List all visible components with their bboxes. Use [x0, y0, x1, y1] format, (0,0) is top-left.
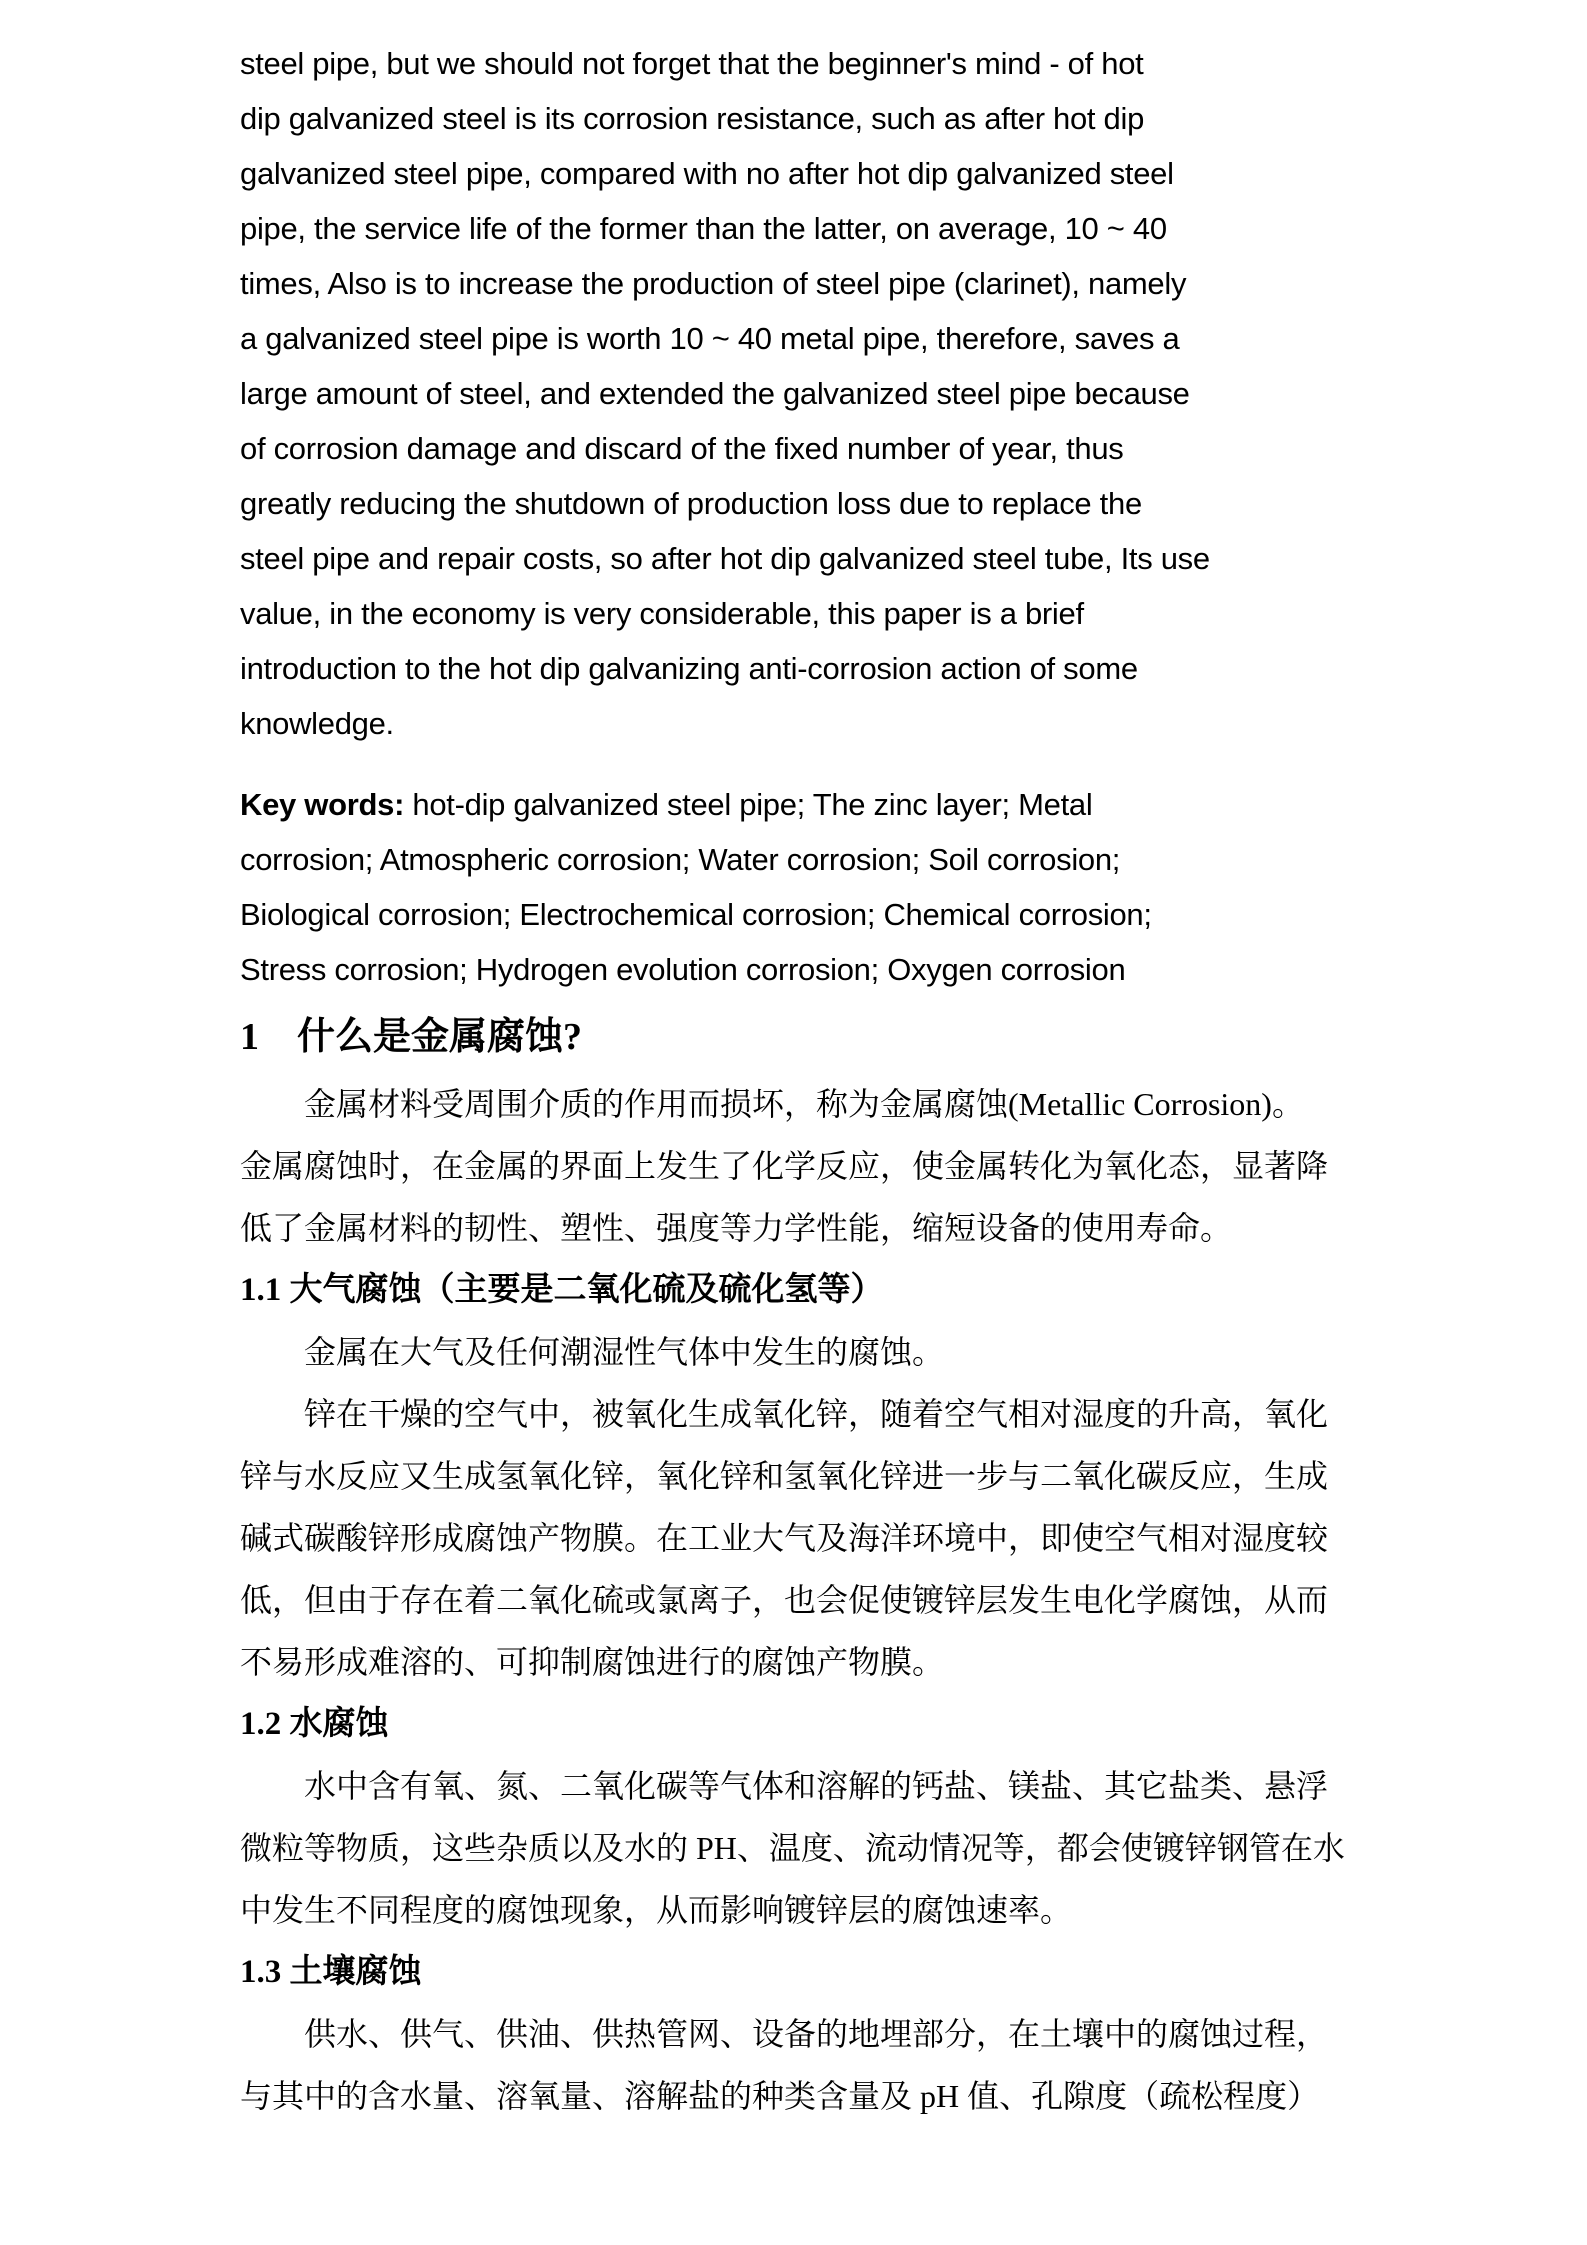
text-line: 金属材料受周围介质的作用而损坏，称为金属腐蚀(Metallic Corrosion)。	[240, 1086, 1304, 1122]
text-line: large amount of steel, and extended the galvanized steel pipe because	[240, 376, 1190, 411]
section-heading: 1.2 水腐蚀	[240, 1706, 389, 1742]
chinese-paragraph	[240, 1383, 1337, 1693]
text-line: Biological corrosion; Electrochemical corrosion; Chemical corrosion;	[240, 897, 1152, 932]
text-line: 中发生不同程度的腐蚀现象，从而影响镀锌层的腐蚀速率。	[240, 1892, 1073, 1928]
section-heading: 1 什么是金属腐蚀?	[240, 1016, 583, 1058]
text-line: 金属在大气及任何潮湿性气体中发生的腐蚀。	[240, 1334, 945, 1370]
keywords-first-line-text: hot-dip galvanized steel pipe; The zinc layer; Metal	[404, 787, 1093, 822]
text-line: 与其中的含水量、溶氧量、溶解盐的种类含量及 pH 值、孔隙度（疏松程度）	[240, 2078, 1320, 2114]
text-line: 微粒等物质，这些杂质以及水的 PH、温度、流动情况等，都会使镀锌钢管在水	[240, 1830, 1345, 1866]
text-line: times, Also is to increase the production of steel pipe (clarinet), namely	[240, 266, 1187, 301]
text-line: Stress corrosion; Hydrogen evolution corrosion; Oxygen corrosion	[240, 952, 1126, 987]
text-line: 低了金属材料的韧性、塑性、强度等力学性能，缩短设备的使用寿命。	[240, 1210, 1233, 1246]
text-line: a galvanized steel pipe is worth 10 ~ 40 metal pipe, therefore, saves a	[240, 321, 1180, 356]
chinese-paragraph	[240, 1073, 1337, 1259]
text-line: 不易形成难溶的、可抑制腐蚀进行的腐蚀产物膜。	[240, 1644, 945, 1680]
text-line: knowledge.	[240, 706, 394, 741]
english-paragraph	[240, 36, 1337, 751]
chinese-paragraph	[240, 1321, 1337, 1383]
text-line: 低，但由于存在着二氧化硫或氯离子，也会促使镀锌层发生电化学腐蚀，从而	[240, 1582, 1329, 1618]
section-heading: 1.3 土壤腐蚀	[240, 1954, 422, 1990]
text-line: 锌在干燥的空气中，被氧化生成氧化锌，随着空气相对湿度的升高，氧化	[240, 1396, 1329, 1432]
text-line: 水中含有氧、氮、二氧化碳等气体和溶解的钙盐、镁盐、其它盐类、悬浮	[240, 1768, 1329, 1804]
text-line: steel pipe and repair costs, so after hot dip galvanized steel tube, Its use	[240, 541, 1210, 576]
text-line: dip galvanized steel is its corrosion resistance, such as after hot dip	[240, 101, 1145, 136]
chinese-paragraph	[240, 1755, 1345, 1941]
text-line: 金属腐蚀时，在金属的界面上发生了化学反应，使金属转化为氧化态，显著降	[240, 1148, 1329, 1184]
document-body	[240, 36, 1345, 2127]
text-line	[240, 777, 1337, 832]
text-line: steel pipe, but we should not forget that the beginner's mind - of hot	[240, 46, 1144, 81]
text-line: of corrosion damage and discard of the fixed number of year, thus	[240, 431, 1124, 466]
chinese-paragraph	[240, 2003, 1337, 2127]
text-line: value, in the economy is very considerable, this paper is a brief	[240, 596, 1084, 631]
text-line: 碱式碳酸锌形成腐蚀产物膜。在工业大气及海洋环境中，即使空气相对湿度较	[240, 1520, 1329, 1556]
text-line: greatly reducing the shutdown of production loss due to replace the	[240, 486, 1142, 521]
keywords-label: Key words:	[240, 787, 405, 822]
text-line: introduction to the hot dip galvanizing anti-corrosion action of some	[240, 651, 1138, 686]
text-line: 供水、供气、供油、供热管网、设备的地埋部分，在土壤中的腐蚀过程，	[240, 2016, 1329, 2052]
text-line: galvanized steel pipe, compared with no after hot dip galvanized steel	[240, 156, 1174, 191]
section-heading: 1.1 大气腐蚀（主要是二氧化硫及硫化氢等）	[240, 1272, 884, 1308]
text-line: pipe, the service life of the former than the latter, on average, 10 ~ 40	[240, 211, 1167, 246]
text-line: 锌与水反应又生成氢氧化锌，氧化锌和氢氧化锌进一步与二氧化碳反应，生成	[240, 1458, 1329, 1494]
keywords-paragraph	[240, 777, 1337, 997]
text-line: corrosion; Atmospheric corrosion; Water corrosion; Soil corrosion;	[240, 842, 1121, 877]
